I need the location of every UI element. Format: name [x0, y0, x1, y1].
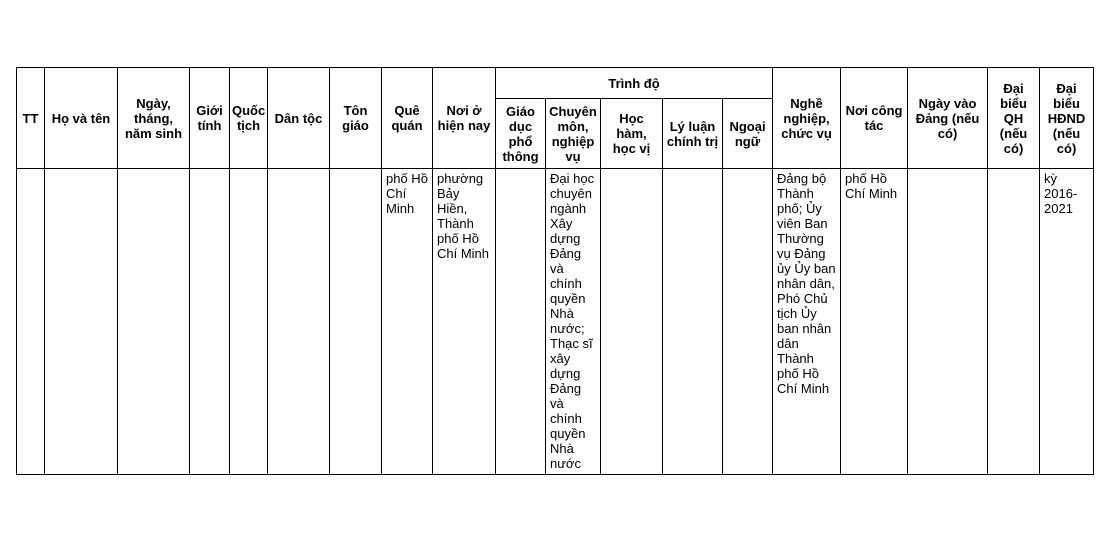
cell-ho-ten — [45, 169, 118, 475]
header-dai-bieu-hdnd: Đại biểu HĐND (nếu có) — [1040, 68, 1094, 169]
header-giao-duc: Giáo dục phổ thông — [496, 99, 546, 169]
cell-gioi-tinh — [190, 169, 230, 475]
header-row-top — [17, 68, 1094, 99]
header-ly-luan: Lý luận chính trị — [663, 99, 723, 169]
header-ngay-vao-dang: Ngày vào Đảng (nếu có) — [908, 68, 988, 169]
header-ton-giao: Tôn giáo — [330, 68, 382, 169]
candidate-info-table — [16, 67, 1094, 475]
header-noi-o: Nơi ở hiện nay — [433, 68, 496, 169]
table-row — [17, 169, 1094, 475]
header-que-quan: Quê quán — [382, 68, 433, 169]
cell-ngay-vao-dang — [908, 169, 988, 475]
header-hoc-ham: Học hàm, học vị — [601, 99, 663, 169]
cell-ngoai-ngu — [723, 169, 773, 475]
cell-tt — [17, 169, 45, 475]
cell-ly-luan — [663, 169, 723, 475]
cell-dai-bieu-qh — [988, 169, 1040, 475]
cell-giao-duc — [496, 169, 546, 475]
header-nghe-nghiep: Nghề nghiệp, chức vụ — [773, 68, 841, 169]
cell-dan-toc — [268, 169, 330, 475]
cell-chuyen-mon: Đại học chuyên ngành Xây dựng Đảng và chính quyền Nhà nước; Thạc sĩ xây dựng Đảng và chính quyền Nhà nước — [546, 169, 601, 475]
header-chuyen-mon: Chuyên môn, nghiệp vụ — [546, 99, 601, 169]
header-dai-bieu-qh: Đại biểu QH (nếu có) — [988, 68, 1040, 169]
cell-que-quan: phố Hồ Chí Minh — [382, 169, 433, 475]
cell-hoc-ham — [601, 169, 663, 475]
cell-quoc-tich — [230, 169, 268, 475]
header-gioi-tinh: Giới tính — [190, 68, 230, 169]
header-ho-ten: Họ và tên — [45, 68, 118, 169]
cell-ton-giao — [330, 169, 382, 475]
cell-noi-cong-tac: phố Hồ Chí Minh — [841, 169, 908, 475]
header-tt: TT — [17, 68, 45, 169]
header-noi-cong-tac: Nơi công tác — [841, 68, 908, 169]
header-quoc-tich: Quốc tịch — [230, 68, 268, 169]
header-ngay-sinh: Ngày, tháng, năm sinh — [118, 68, 190, 169]
cell-ngay-sinh — [118, 169, 190, 475]
header-trinh-do-group: Trình độ — [496, 68, 773, 99]
header-dan-toc: Dân tộc — [268, 68, 330, 169]
cell-nghe-nghiep: Đảng bộ Thành phố; Ủy viên Ban Thường vụ Đảng ủy Ủy ban nhân dân, Phó Chủ tịch Ủy ban nhân dân Thành phố Hồ Chí Minh — [773, 169, 841, 475]
cell-dai-bieu-hdnd: kỳ 2016-2021 — [1040, 169, 1094, 475]
header-ngoai-ngu: Ngoại ngữ — [723, 99, 773, 169]
cell-noi-o: phường Bảy Hiền, Thành phố Hồ Chí Minh — [433, 169, 496, 475]
